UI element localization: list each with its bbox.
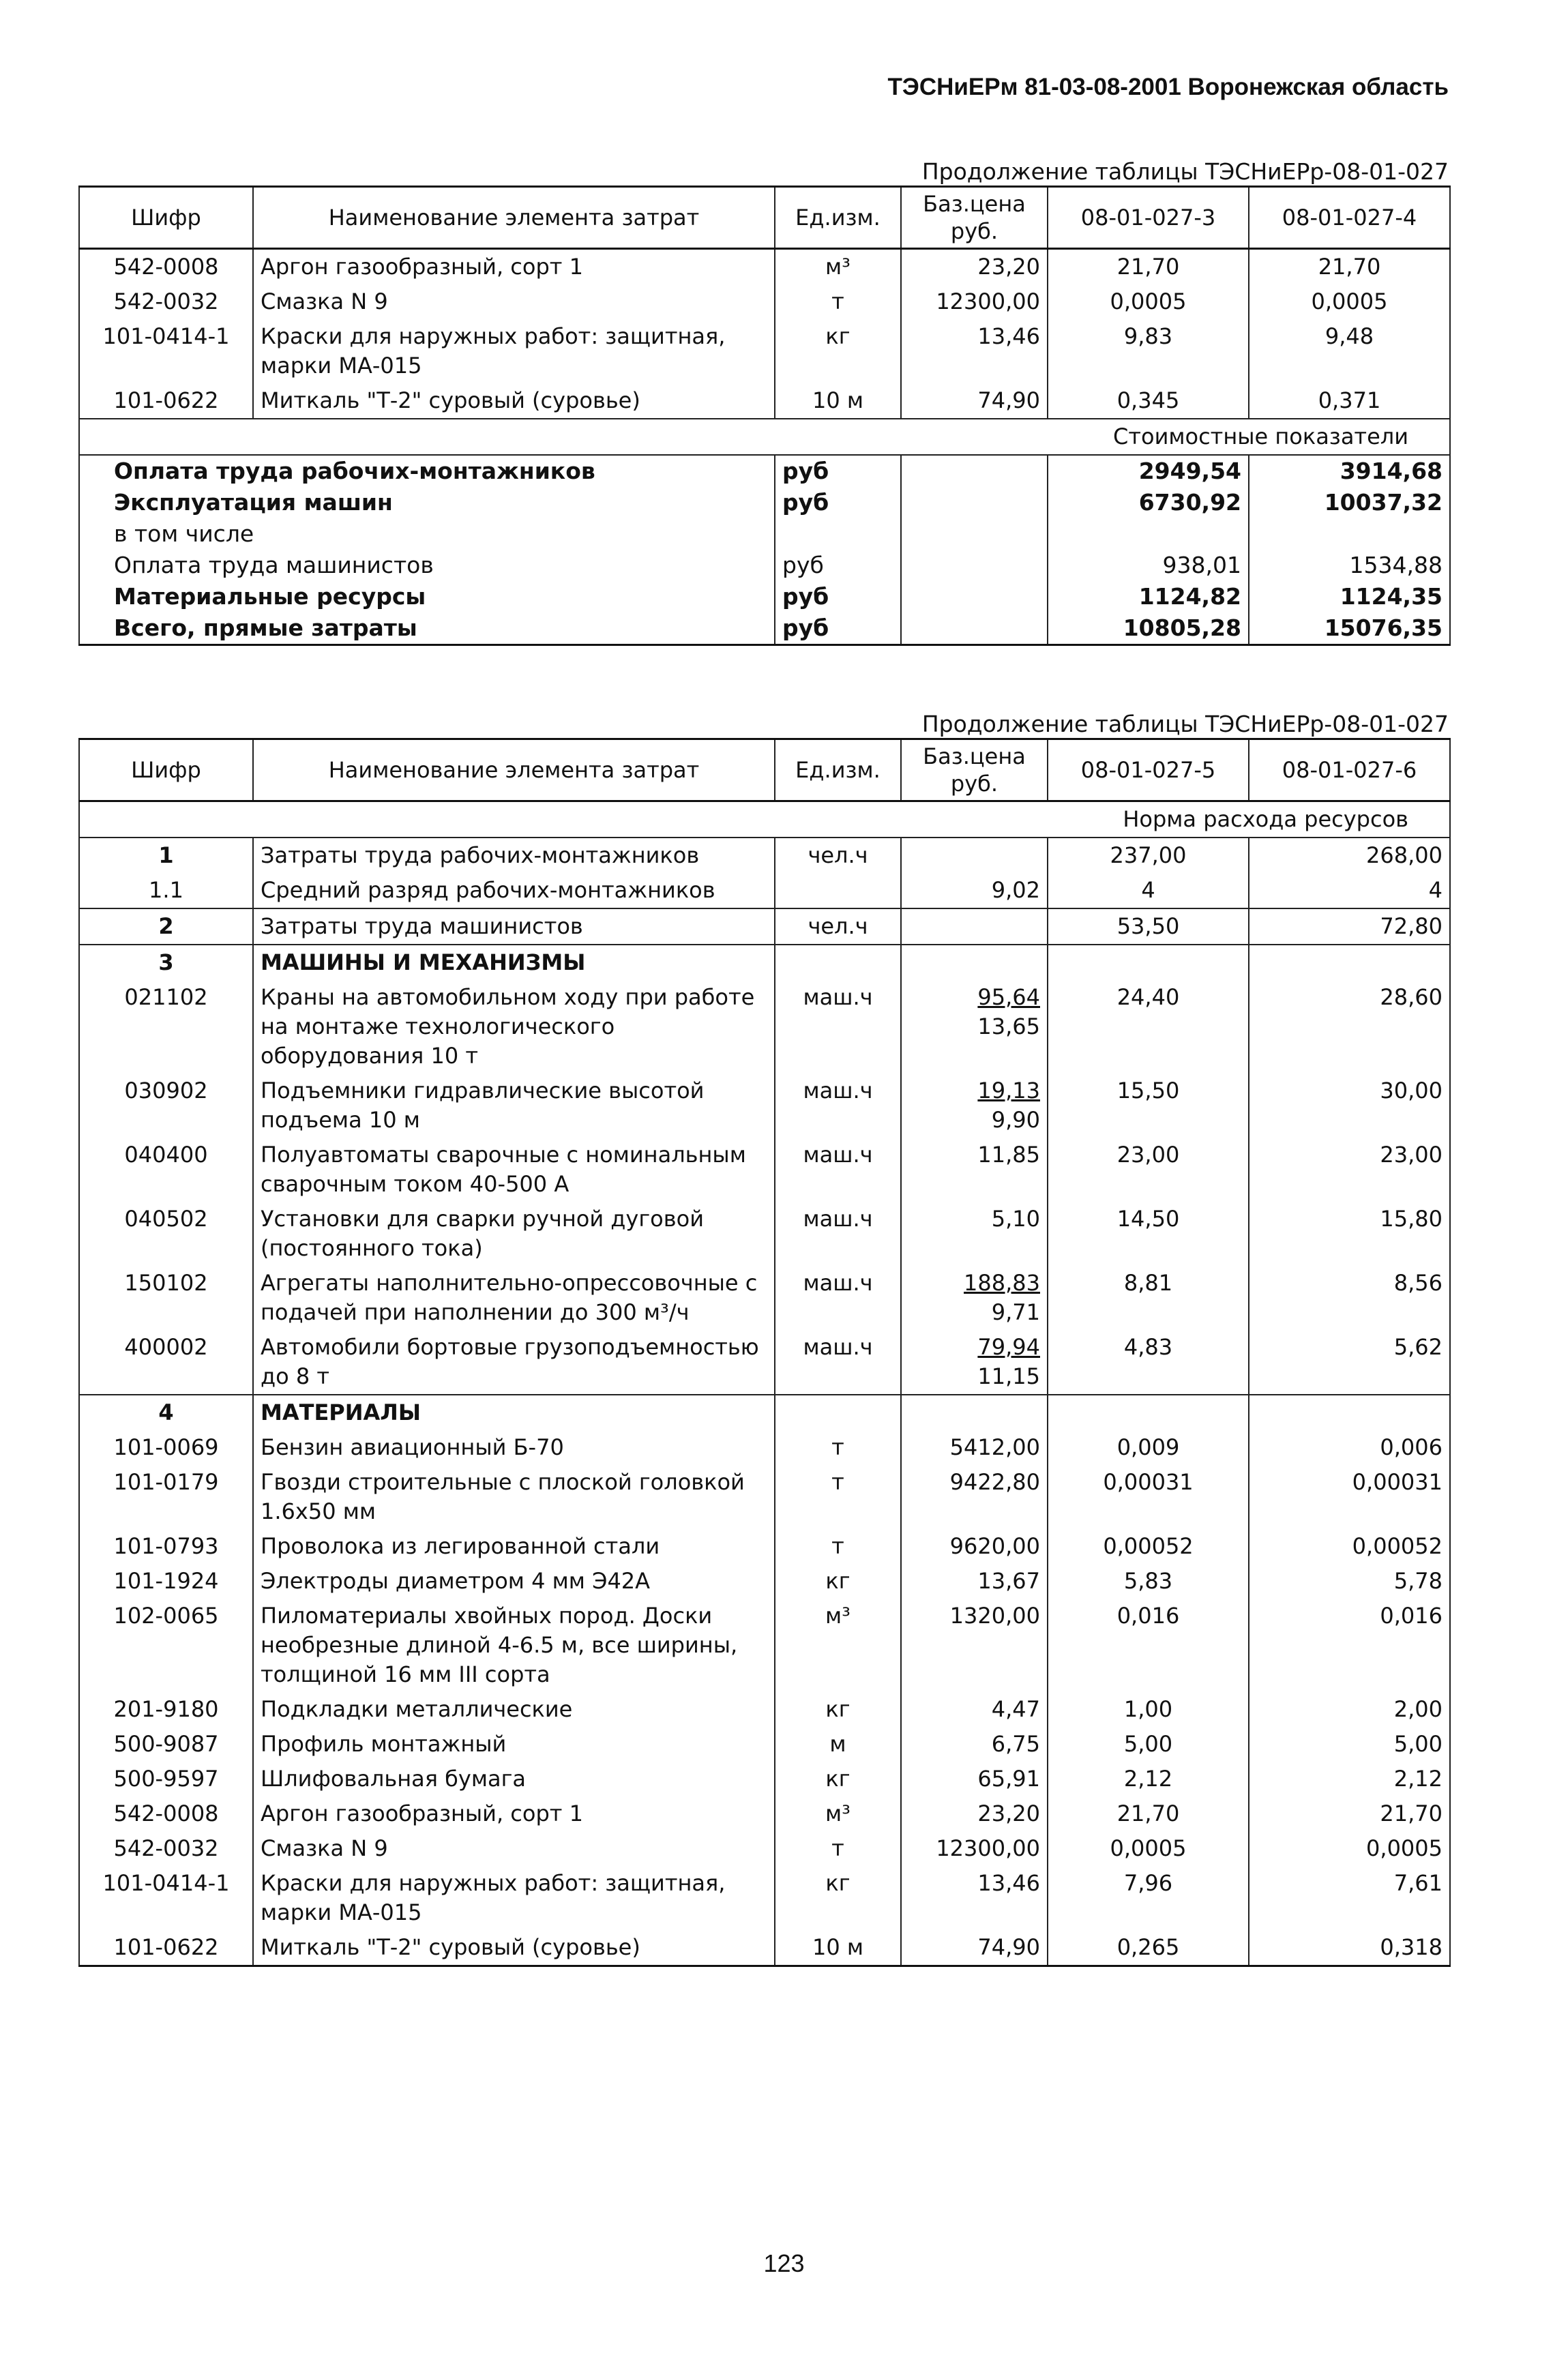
table1 [78, 186, 1451, 646]
cell-value-2: 0,016 [1249, 1599, 1450, 1692]
cell-code: 500-9597 [79, 1762, 253, 1796]
cell-unit: т [775, 1430, 901, 1465]
cell-price: 23,20 [901, 249, 1048, 285]
cost-row [79, 612, 1450, 645]
cell-name: Подкладки металлические [253, 1692, 775, 1727]
price-value: 188,83 [964, 1270, 1040, 1296]
cell-unit: 10 м [775, 383, 901, 419]
cell-value-2: 72,80 [1249, 908, 1450, 945]
cell-value-2: 9,48 [1249, 319, 1450, 383]
table-row [79, 1866, 1450, 1930]
section-row [79, 419, 1450, 455]
cell-code: 040502 [79, 1202, 253, 1266]
cell-name: Смазка N 9 [253, 284, 775, 319]
cell-name: Автомобили бортовые грузоподъемностью до 8 т [253, 1330, 775, 1395]
cell-unit: т [775, 284, 901, 319]
table-row [79, 1073, 1450, 1138]
cost-empty [901, 581, 1048, 612]
cost-empty [901, 455, 1048, 487]
price-value: 79,94 [977, 1334, 1040, 1360]
cell-value-2: 2,00 [1249, 1692, 1450, 1727]
cell-code: 040400 [79, 1138, 253, 1202]
cell-price: 23,20 [901, 1796, 1048, 1831]
cell-unit [775, 1395, 901, 1430]
cell-value-1: 14,50 [1048, 1202, 1249, 1266]
cell-unit: маш.ч [775, 1202, 901, 1266]
cost-value-2: 1124,35 [1249, 581, 1450, 612]
cell-code: 1 [79, 838, 253, 873]
cost-label: Всего, прямые затраты [79, 612, 775, 645]
cell-code: 101-0179 [79, 1465, 253, 1529]
header-name: Наименование элемента затрат [253, 739, 775, 801]
table-row [79, 1465, 1450, 1529]
cell-value-1: 5,83 [1048, 1564, 1249, 1599]
table-row [79, 1599, 1450, 1692]
cell-name: Миткаль "Т-2" суровый (суровье) [253, 1930, 775, 1966]
cell-value-1: 1,00 [1048, 1692, 1249, 1727]
price-value: 19,13 [977, 1078, 1040, 1104]
price-salary-value: 9,71 [991, 1299, 1040, 1325]
cell-unit: маш.ч [775, 1073, 901, 1138]
cell-unit [775, 945, 901, 980]
cell-value-2: 0,00052 [1249, 1529, 1450, 1564]
cost-label: Оплата труда машинистов [79, 550, 775, 581]
cell-value-1: 0,0005 [1048, 284, 1249, 319]
cell-price [901, 1330, 1048, 1395]
cell-code: 542-0032 [79, 284, 253, 319]
cell-price [901, 945, 1048, 980]
cell-name: Гвозди строительные с плоской головкой 1.6х50 мм [253, 1465, 775, 1529]
cell-unit: маш.ч [775, 1138, 901, 1202]
cell-value-1: 0,00031 [1048, 1465, 1249, 1529]
cell-value-2: 15,80 [1249, 1202, 1450, 1266]
document-header: ТЭСНиЕРм 81-03-08-2001 Воронежская область [887, 74, 1449, 100]
section-label: Стоимостные показатели [79, 419, 1450, 455]
cell-unit: т [775, 1831, 901, 1866]
cell-name: Краски для наружных работ: защитная, марки МА-015 [253, 1866, 775, 1930]
cell-code: 1.1 [79, 873, 253, 908]
cell-code: 542-0032 [79, 1831, 253, 1866]
cell-code: 542-0008 [79, 1796, 253, 1831]
table-row [79, 873, 1450, 908]
header-col2: 08-01-027-6 [1249, 739, 1450, 801]
cell-price: 65,91 [901, 1762, 1048, 1796]
cost-unit: руб [775, 550, 901, 581]
cell-name: Пиломатериалы хвойных пород. Доски необрезные длиной 4-6.5 м, все ширины, толщиной 16 мм III сорта [253, 1599, 775, 1692]
table-row [79, 249, 1450, 285]
cell-code: 101-0622 [79, 383, 253, 419]
cell-value-2: 0,00031 [1249, 1465, 1450, 1529]
cell-value-2: 5,78 [1249, 1564, 1450, 1599]
cell-value-1: 23,00 [1048, 1138, 1249, 1202]
cell-value-2: 21,70 [1249, 249, 1450, 285]
cell-value-1: 0,016 [1048, 1599, 1249, 1692]
cell-value-1: 0,345 [1048, 383, 1249, 419]
cell-price: 74,90 [901, 383, 1048, 419]
cost-value-1: 938,01 [1048, 550, 1249, 581]
cost-value-2: 1534,88 [1249, 550, 1450, 581]
header-price: Баз.цена руб. [901, 739, 1048, 801]
cost-label: в том числе [79, 518, 775, 550]
cell-value-2: 0,318 [1249, 1930, 1450, 1966]
cell-unit: м³ [775, 249, 901, 285]
table-row [79, 980, 1450, 1073]
cell-code: 4 [79, 1395, 253, 1430]
cost-row [79, 518, 1450, 550]
cell-name: Миткаль "Т-2" суровый (суровье) [253, 383, 775, 419]
cell-value-2: 21,70 [1249, 1796, 1450, 1831]
cost-row [79, 487, 1450, 518]
cell-code: 101-0069 [79, 1430, 253, 1465]
price-salary-value: 11,15 [977, 1363, 1040, 1389]
cell-unit [775, 873, 901, 908]
table2 [78, 738, 1451, 1967]
cost-empty [901, 612, 1048, 645]
cell-price: 1320,00 [901, 1599, 1048, 1692]
section-label: Норма расхода ресурсов [79, 801, 1450, 838]
cost-label: Оплата труда рабочих-монтажников [79, 455, 775, 487]
cell-value-1: 5,00 [1048, 1727, 1249, 1762]
cell-name: Установки для сварки ручной дуговой (постоянного тока) [253, 1202, 775, 1266]
cost-value-2 [1249, 518, 1450, 550]
table-row [79, 1202, 1450, 1266]
cost-value-1: 2949,54 [1048, 455, 1249, 487]
cell-name: Аргон газообразный, сорт 1 [253, 1796, 775, 1831]
cell-value-1: 0,00052 [1048, 1529, 1249, 1564]
header-col1: 08-01-027-3 [1048, 187, 1249, 249]
cell-price: 13,67 [901, 1564, 1048, 1599]
cost-value-2: 15076,35 [1249, 612, 1450, 645]
header-col2: 08-01-027-4 [1249, 187, 1450, 249]
table-row [79, 838, 1450, 873]
cell-name: Профиль монтажный [253, 1727, 775, 1762]
cell-code: 2 [79, 908, 253, 945]
cell-code: 102-0065 [79, 1599, 253, 1692]
table-row [79, 1727, 1450, 1762]
header-unit: Ед.изм. [775, 739, 901, 801]
cell-value-1 [1048, 1395, 1249, 1430]
cell-price [901, 980, 1048, 1073]
cell-price: 12300,00 [901, 1831, 1048, 1866]
cell-value-1: 21,70 [1048, 1796, 1249, 1831]
cell-value-1: 24,40 [1048, 980, 1249, 1073]
cell-code: 101-0793 [79, 1529, 253, 1564]
table-row [79, 1796, 1450, 1831]
cell-name: Затраты труда машинистов [253, 908, 775, 945]
table-row [79, 319, 1450, 383]
cell-value-2: 28,60 [1249, 980, 1450, 1073]
cost-value-2: 3914,68 [1249, 455, 1450, 487]
section-row [79, 801, 1450, 838]
cell-price [901, 908, 1048, 945]
cell-unit: кг [775, 1866, 901, 1930]
cell-value-2: 7,61 [1249, 1866, 1450, 1930]
cell-unit: маш.ч [775, 980, 901, 1073]
cell-value-2: 268,00 [1249, 838, 1450, 873]
cell-unit: т [775, 1465, 901, 1529]
cost-unit [775, 518, 901, 550]
cell-name: Аргон газообразный, сорт 1 [253, 249, 775, 285]
cell-value-1: 2,12 [1048, 1762, 1249, 1796]
header-code: Шифр [79, 739, 253, 801]
cell-value-2 [1249, 1395, 1450, 1430]
cell-price [901, 838, 1048, 873]
cell-code: 201-9180 [79, 1692, 253, 1727]
page-number: 123 [763, 2249, 805, 2277]
cost-unit: руб [775, 612, 901, 645]
cell-code: 101-0414-1 [79, 1866, 253, 1930]
cell-unit: маш.ч [775, 1266, 901, 1330]
table-row [79, 945, 1450, 980]
cost-value-2: 10037,32 [1249, 487, 1450, 518]
cost-label: Материальные ресурсы [79, 581, 775, 612]
cell-price: 13,46 [901, 319, 1048, 383]
cell-value-2: 8,56 [1249, 1266, 1450, 1330]
cost-value-1: 1124,82 [1048, 581, 1249, 612]
cell-unit: чел.ч [775, 838, 901, 873]
cell-name: Подъемники гидравлические высотой подъема 10 м [253, 1073, 775, 1138]
cell-name: Электроды диаметром 4 мм Э42А [253, 1564, 775, 1599]
cell-unit: м³ [775, 1796, 901, 1831]
cell-value-2: 23,00 [1249, 1138, 1450, 1202]
cell-value-1: 4,83 [1048, 1330, 1249, 1395]
cell-price: 5412,00 [901, 1430, 1048, 1465]
cell-price: 12300,00 [901, 284, 1048, 319]
cell-name: Затраты труда рабочих-монтажников [253, 838, 775, 873]
table-row [79, 1564, 1450, 1599]
cell-value-2: 30,00 [1249, 1073, 1450, 1138]
cell-price: 74,90 [901, 1930, 1048, 1966]
cell-code: 542-0008 [79, 249, 253, 285]
cost-row [79, 550, 1450, 581]
cell-unit: м [775, 1727, 901, 1762]
table1-header-row [79, 187, 1450, 249]
cell-value-1: 53,50 [1048, 908, 1249, 945]
cell-value-1: 9,83 [1048, 319, 1249, 383]
header-name: Наименование элемента затрат [253, 187, 775, 249]
cell-code: 150102 [79, 1266, 253, 1330]
cell-name: Смазка N 9 [253, 1831, 775, 1866]
cell-value-1 [1048, 945, 1249, 980]
table-row [79, 383, 1450, 419]
table-row [79, 1930, 1450, 1966]
cell-price [901, 1266, 1048, 1330]
price-value: 95,64 [977, 984, 1040, 1010]
cell-value-2: 5,62 [1249, 1330, 1450, 1395]
cell-value-2: 0,006 [1249, 1430, 1450, 1465]
cell-price: 9620,00 [901, 1529, 1048, 1564]
header-code: Шифр [79, 187, 253, 249]
table-row [79, 284, 1450, 319]
cell-code: 030902 [79, 1073, 253, 1138]
cell-name: Средний разряд рабочих-монтажников [253, 873, 775, 908]
cost-row [79, 581, 1450, 612]
cell-name: МАШИНЫ И МЕХАНИЗМЫ [253, 945, 775, 980]
cell-price [901, 1073, 1048, 1138]
cost-label: Эксплуатация машин [79, 487, 775, 518]
cell-price: 6,75 [901, 1727, 1048, 1762]
cell-value-2: 0,371 [1249, 383, 1450, 419]
cell-unit: чел.ч [775, 908, 901, 945]
cell-name: Полуавтоматы сварочные с номинальным сварочным током 40-500 А [253, 1138, 775, 1202]
cell-unit: маш.ч [775, 1330, 901, 1395]
cell-value-2: 4 [1249, 873, 1450, 908]
cell-value-1: 7,96 [1048, 1866, 1249, 1930]
cell-value-2: 5,00 [1249, 1727, 1450, 1762]
cost-empty [901, 518, 1048, 550]
cell-price: 13,46 [901, 1866, 1048, 1930]
cell-unit: кг [775, 1692, 901, 1727]
cost-value-1 [1048, 518, 1249, 550]
price-salary-value: 9,90 [991, 1107, 1040, 1133]
table-row [79, 1529, 1450, 1564]
cell-name: Бензин авиационный Б-70 [253, 1430, 775, 1465]
cost-unit: руб [775, 581, 901, 612]
cost-value-1: 10805,28 [1048, 612, 1249, 645]
cell-price: 11,85 [901, 1138, 1048, 1202]
cell-name: Краски для наружных работ: защитная, марки МА-015 [253, 319, 775, 383]
cell-code: 021102 [79, 980, 253, 1073]
cell-code: 101-0622 [79, 1930, 253, 1966]
table-row [79, 1430, 1450, 1465]
cell-name: Шлифовальная бумага [253, 1762, 775, 1796]
table-row [79, 1831, 1450, 1866]
cell-unit: кг [775, 1762, 901, 1796]
table1-caption: Продолжение таблицы ТЭСНиЕРр-08-01-027 [921, 158, 1449, 185]
cost-empty [901, 487, 1048, 518]
table-row [79, 908, 1450, 945]
cost-value-1: 6730,92 [1048, 487, 1249, 518]
table-row [79, 1395, 1450, 1430]
cell-name: МАТЕРИАЛЫ [253, 1395, 775, 1430]
cell-unit: кг [775, 319, 901, 383]
cell-value-1: 21,70 [1048, 249, 1249, 285]
cell-value-1: 8,81 [1048, 1266, 1249, 1330]
cell-value-1: 237,00 [1048, 838, 1249, 873]
cell-price: 5,10 [901, 1202, 1048, 1266]
cell-value-2: 0,0005 [1249, 284, 1450, 319]
table2-caption: Продолжение таблицы ТЭСНиЕРр-08-01-027 [921, 711, 1449, 737]
cell-value-1: 0,265 [1048, 1930, 1249, 1966]
cell-unit: 10 м [775, 1930, 901, 1966]
cell-unit: кг [775, 1564, 901, 1599]
cell-code: 400002 [79, 1330, 253, 1395]
cell-code: 500-9087 [79, 1727, 253, 1762]
table-row [79, 1762, 1450, 1796]
cell-value-2: 0,0005 [1249, 1831, 1450, 1866]
table-row [79, 1266, 1450, 1330]
header-price: Баз.цена руб. [901, 187, 1048, 249]
cost-unit: руб [775, 455, 901, 487]
cost-empty [901, 550, 1048, 581]
cell-value-1: 0,009 [1048, 1430, 1249, 1465]
cell-name: Агрегаты наполнительно-опрессовочные с подачей при наполнении до 300 м³/ч [253, 1266, 775, 1330]
cell-price: 9,02 [901, 873, 1048, 908]
cell-unit: т [775, 1529, 901, 1564]
header-unit: Ед.изм. [775, 187, 901, 249]
cell-name: Проволока из легированной стали [253, 1529, 775, 1564]
table-row [79, 1692, 1450, 1727]
header-col1: 08-01-027-5 [1048, 739, 1249, 801]
cell-unit: м³ [775, 1599, 901, 1692]
cost-unit: руб [775, 487, 901, 518]
price-salary-value: 13,65 [977, 1013, 1040, 1039]
cell-value-1: 4 [1048, 873, 1249, 908]
cell-value-1: 0,0005 [1048, 1831, 1249, 1866]
cell-code: 101-1924 [79, 1564, 253, 1599]
cost-row [79, 455, 1450, 487]
table-row [79, 1330, 1450, 1395]
cell-value-1: 15,50 [1048, 1073, 1249, 1138]
cell-value-2 [1249, 945, 1450, 980]
table-row [79, 1138, 1450, 1202]
cell-price: 9422,80 [901, 1465, 1048, 1529]
cell-value-2: 2,12 [1249, 1762, 1450, 1796]
table2-header-row [79, 739, 1450, 801]
cell-price: 4,47 [901, 1692, 1048, 1727]
cell-code: 3 [79, 945, 253, 980]
cell-name: Краны на автомобильном ходу при работе на монтаже технологического оборудования 10 т [253, 980, 775, 1073]
cell-price [901, 1395, 1048, 1430]
cell-code: 101-0414-1 [79, 319, 253, 383]
